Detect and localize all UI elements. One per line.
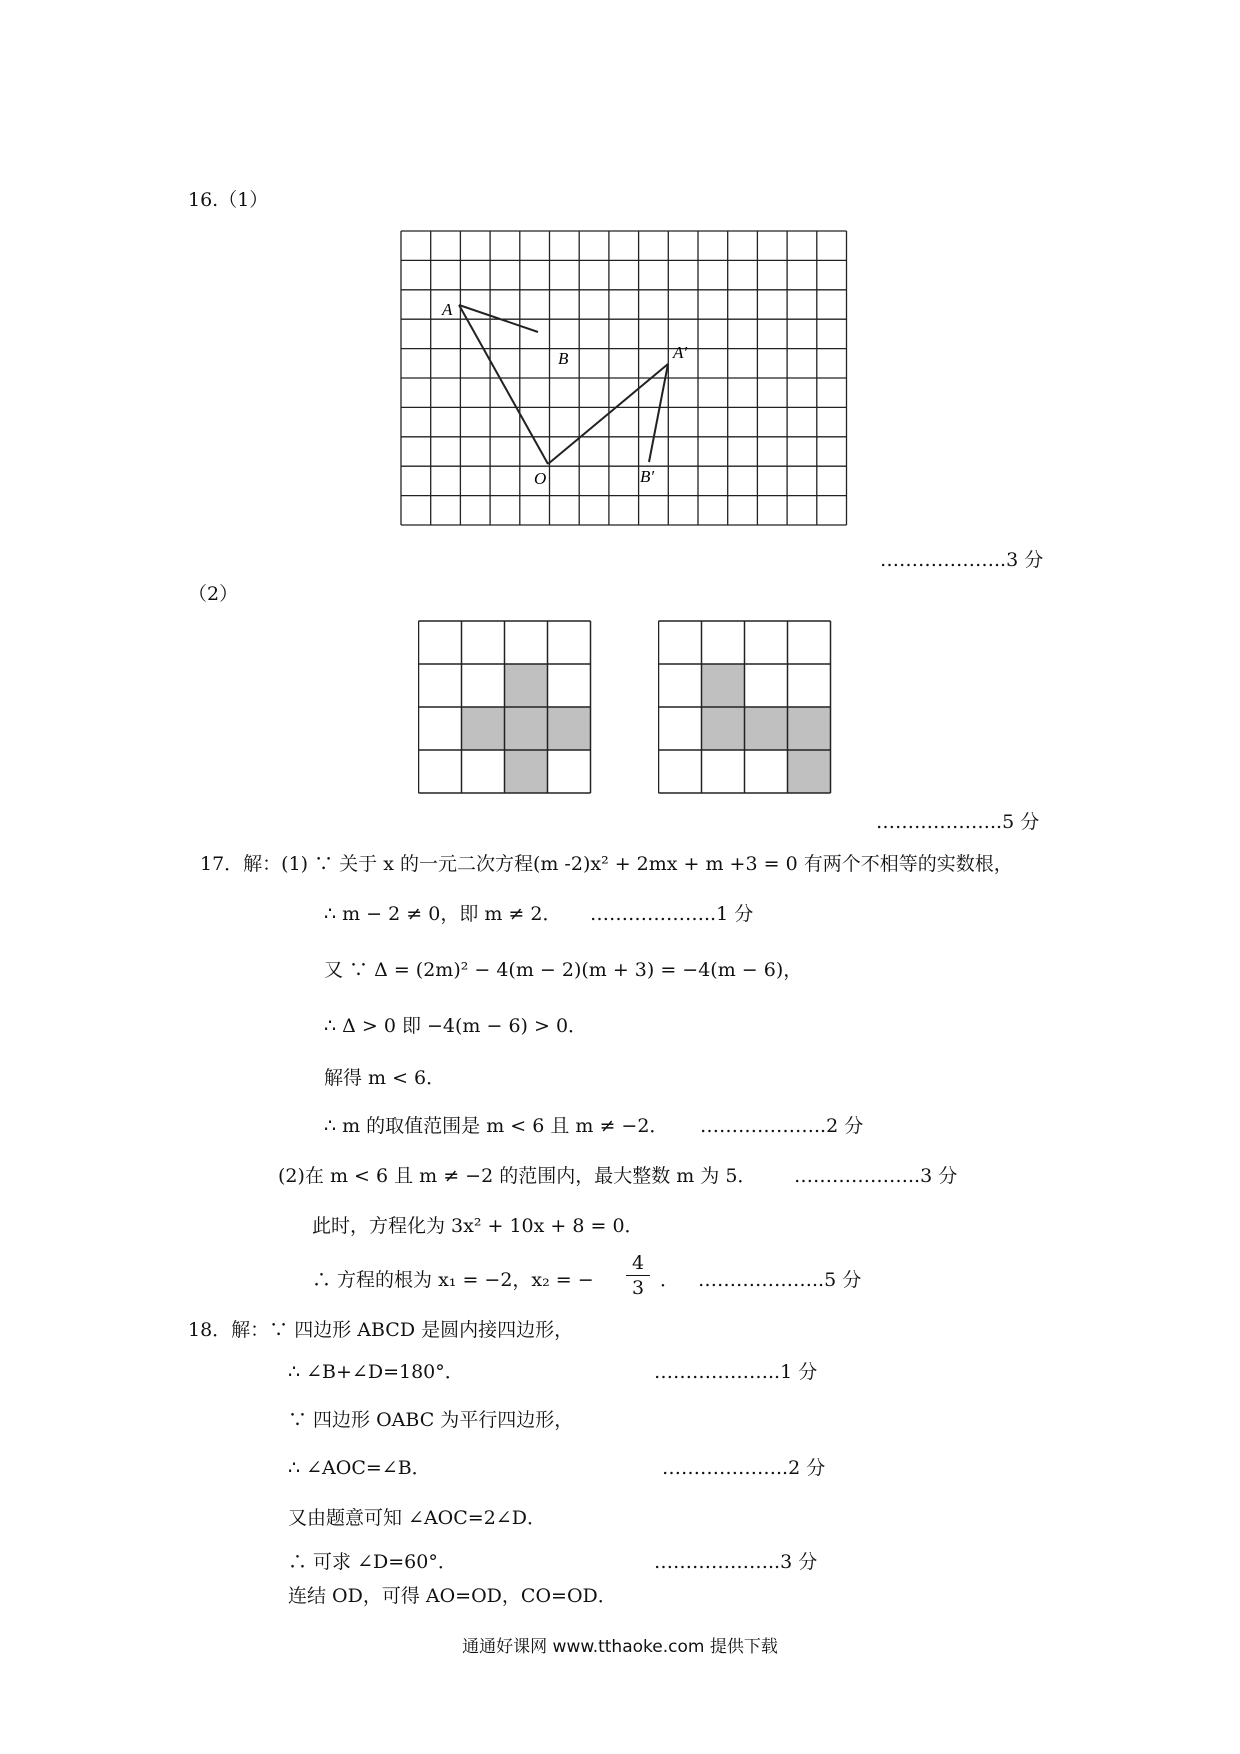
q18-score-1: ………………..1 分 (654, 1361, 818, 1383)
q17-line-1: 17．解：(1) ∵ 关于 x 的一元二次方程(m -2)x² + 2mx + m +3 = 0 有两个不相等的实数根， (200, 853, 1013, 875)
q17-line-3: 又 ∵ Δ = (2m)² − 4(m − 2)(m + 3) = −4(m − 6)， (324, 959, 803, 981)
q17-score-4: ………………..5 分 (698, 1269, 862, 1291)
footer-text: 通通好课网 www.tthaoke.com 提供下载 (462, 1637, 778, 1657)
q18-line-3: ∵ 四边形 OABC 为平行四边形， (288, 1409, 574, 1431)
q18-line-7: 连结 OD，可得 AO=OD，CO=OD． (288, 1585, 617, 1607)
q16-label: 16.（1） (188, 189, 269, 211)
q17-line-9-end: ． (660, 1269, 680, 1291)
fraction-4-3 (626, 1252, 650, 1299)
grid-figure-1 (400, 230, 850, 530)
q18-line-5: 又由题意可知 ∠AOC=2∠D． (288, 1507, 546, 1529)
segment-OA1 (548, 364, 668, 464)
grid-figure-2a (418, 620, 594, 796)
grid-figure-2b (658, 620, 834, 796)
q17-score-2: ………………..2 分 (700, 1115, 864, 1137)
q17-line-2: ∴ m − 2 ≠ 0，即 m ≠ 2． (324, 903, 562, 925)
q18-line-4: ∴ ∠AOC=∠B． (288, 1457, 431, 1479)
fraction-denominator: 3 (631, 1277, 645, 1299)
q18-score-3: ………………..3 分 (654, 1551, 818, 1573)
point-B-label: B (558, 349, 569, 368)
q17-line-9: ∴ 方程的根为 x₁ = −2，x₂ = − (312, 1269, 594, 1291)
point-A-label: A (442, 300, 453, 319)
q17-line-5: 解得 m < 6． (324, 1067, 446, 1089)
q16-score-1: ………………..3 分 (880, 549, 1044, 571)
q18-line-2: ∴ ∠B+∠D=180°． (288, 1361, 464, 1383)
q16-score-2: ………………..5 分 (876, 811, 1040, 833)
q18-line-6: ∴ 可求 ∠D=60°． (288, 1551, 457, 1573)
q16-part2-label: （2） (188, 583, 239, 605)
q17-line-4: ∴ Δ > 0 即 −4(m − 6) > 0． (324, 1015, 588, 1037)
q17-score-3: ………………..3 分 (794, 1165, 958, 1187)
q17-line-7: (2)在 m < 6 且 m ≠ −2 的范围内，最大整数 m 为 5． (278, 1165, 757, 1187)
q17-score-1: ………………..1 分 (590, 903, 754, 925)
segment-AO (459, 305, 548, 464)
fraction-bar (626, 1275, 650, 1276)
point-O-label: O (534, 469, 547, 488)
point-A1-label: A′ (673, 343, 688, 362)
fraction-numerator: 4 (631, 1252, 645, 1274)
point-B1-label: B′ (640, 467, 655, 486)
q18-line-1: 18．解：∵ 四边形 ABCD 是圆内接四边形， (188, 1319, 574, 1341)
q18-score-2: ………………..2 分 (662, 1457, 826, 1479)
q17-line-6: ∴ m 的取值范围是 m < 6 且 m ≠ −2． (324, 1115, 669, 1137)
q17-line-8: 此时，方程化为 3x² + 10x + 8 = 0． (312, 1215, 644, 1237)
